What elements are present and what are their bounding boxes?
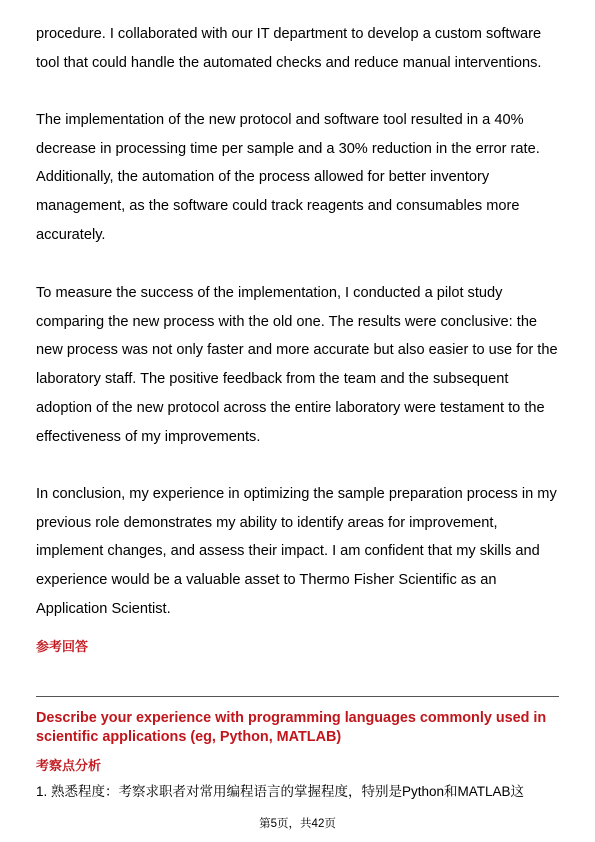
paragraph-line: The implementation of the new protocol and software tool resulted in a 40% — [36, 112, 524, 128]
paragraph-3 — [36, 279, 561, 451]
paragraph-line: tool that could handle the automated checks and reduce manual interventions. — [36, 54, 542, 71]
paragraph-4 — [36, 480, 561, 624]
paragraph-line: Additionally, the automation of the process allowed for better inventory — [36, 169, 490, 186]
paragraph-line: management, as the software could track reagents and consumables more — [36, 198, 520, 215]
page-footer: 第5页，共42页 — [259, 818, 336, 830]
paragraph-line: decrease in processing time per sample and a 30% reduction in the error rate. — [36, 140, 540, 157]
question-line: Describe your experience with programming languages commonly used in — [36, 710, 547, 726]
paragraph-line: laboratory staff. The positive feedback from the team and the subsequent — [36, 371, 509, 388]
paragraph-line: In conclusion, my experience in optimizing the sample preparation process in my — [36, 486, 557, 502]
paragraph-line: experience would be a valuable asset to Thermo Fisher Scientific as an — [36, 572, 497, 589]
paragraph-line: implement changes, and assess their impact. I am confident that my skills and — [36, 543, 540, 560]
paragraph-line: procedure. I collaborated with our IT department to develop a custom software — [36, 26, 542, 42]
reference-answer-label: 参考回答 — [36, 639, 89, 654]
section-divider — [36, 696, 559, 697]
analysis-label: 考察点分析 — [36, 758, 102, 773]
paragraph-line: comparing the new process with the old one. The results were conclusive: the — [36, 313, 538, 330]
paragraph-line: To measure the success of the implementation, I conducted a pilot study — [36, 285, 503, 301]
paragraph-line: previous role demonstrates my ability to identify areas for improvement, — [36, 514, 498, 531]
paragraph-line: accurately. — [36, 226, 106, 243]
paragraph-line: effectiveness of my improvements. — [36, 428, 261, 445]
question-heading — [36, 709, 559, 746]
paragraph-1 — [36, 20, 561, 77]
paragraph-line: adoption of the new protocol across the entire laboratory were testament to the — [36, 399, 545, 416]
paragraph-line: new process was not only faster and more accurate but also easier to use for the — [36, 342, 558, 359]
analysis-text: 1. 熟悉程度：考察求职者对常用编程语言的掌握程度，特别是Python和MATLAB这 — [36, 784, 525, 799]
paragraph-2 — [36, 106, 561, 250]
question-line: scientific applications (eg, Python, MATLAB) — [36, 728, 342, 745]
paragraph-line: Application Scientist. — [36, 600, 171, 617]
